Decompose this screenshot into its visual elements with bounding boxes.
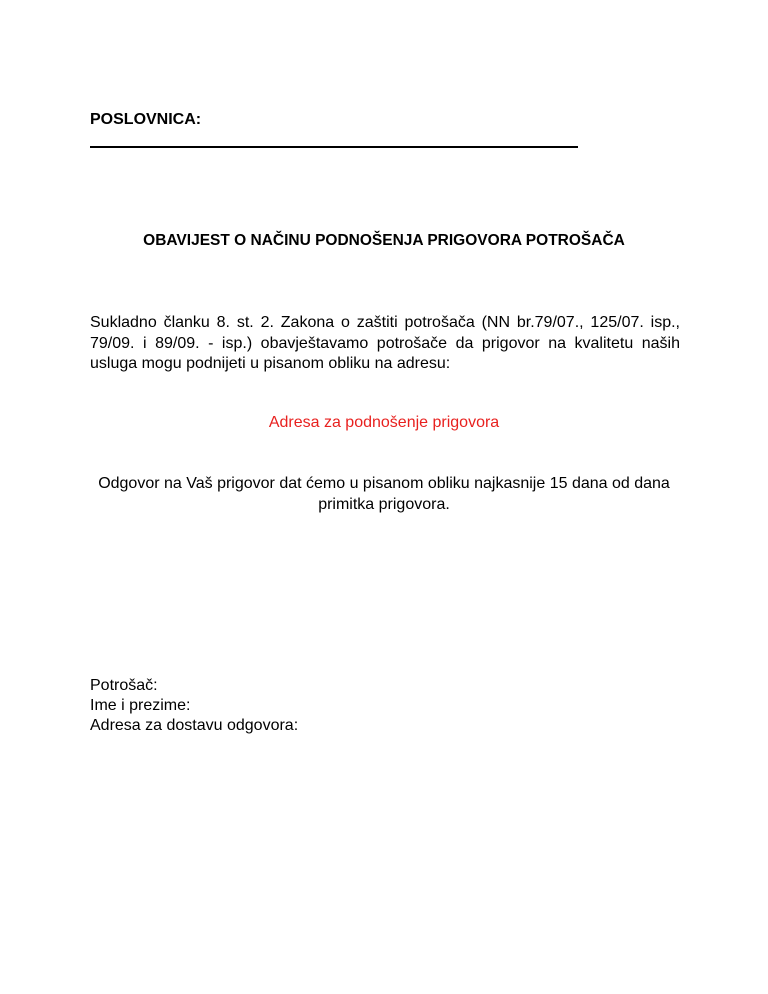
business-name-blank-line	[90, 146, 578, 148]
consumer-name-label: Ime i prezime:	[90, 697, 191, 714]
response-paragraph: Odgovor na Vaš prigovor dat ćemo u pisanom obliku najkasnije 15 dana od dana primitka prigovora.	[98, 475, 670, 513]
complaint-address-heading: Adresa za podnošenje prigovora	[268, 414, 500, 431]
notice-title: OBAVIJEST O NAČINU PODNOŠENJA PRIGOVORA POTROŠAČA	[143, 232, 625, 249]
consumer-label: Potrošač:	[90, 677, 158, 694]
consumer-section	[90, 676, 590, 736]
intro-paragraph: Sukladno članku 8. st. 2. Zakona o zaštiti potrošača (NN br.79/07., 125/07. isp., 79/09. i 89/09. - isp.) obavještavamo potrošače da prigovor na kvalitetu naših usluga mogu podnijeti u pisanom obliku na adresu:	[90, 314, 680, 372]
consumer-address-label: Adresa za dostavu odgovora:	[90, 717, 299, 734]
business-label: POSLOVNICA:	[90, 111, 202, 128]
